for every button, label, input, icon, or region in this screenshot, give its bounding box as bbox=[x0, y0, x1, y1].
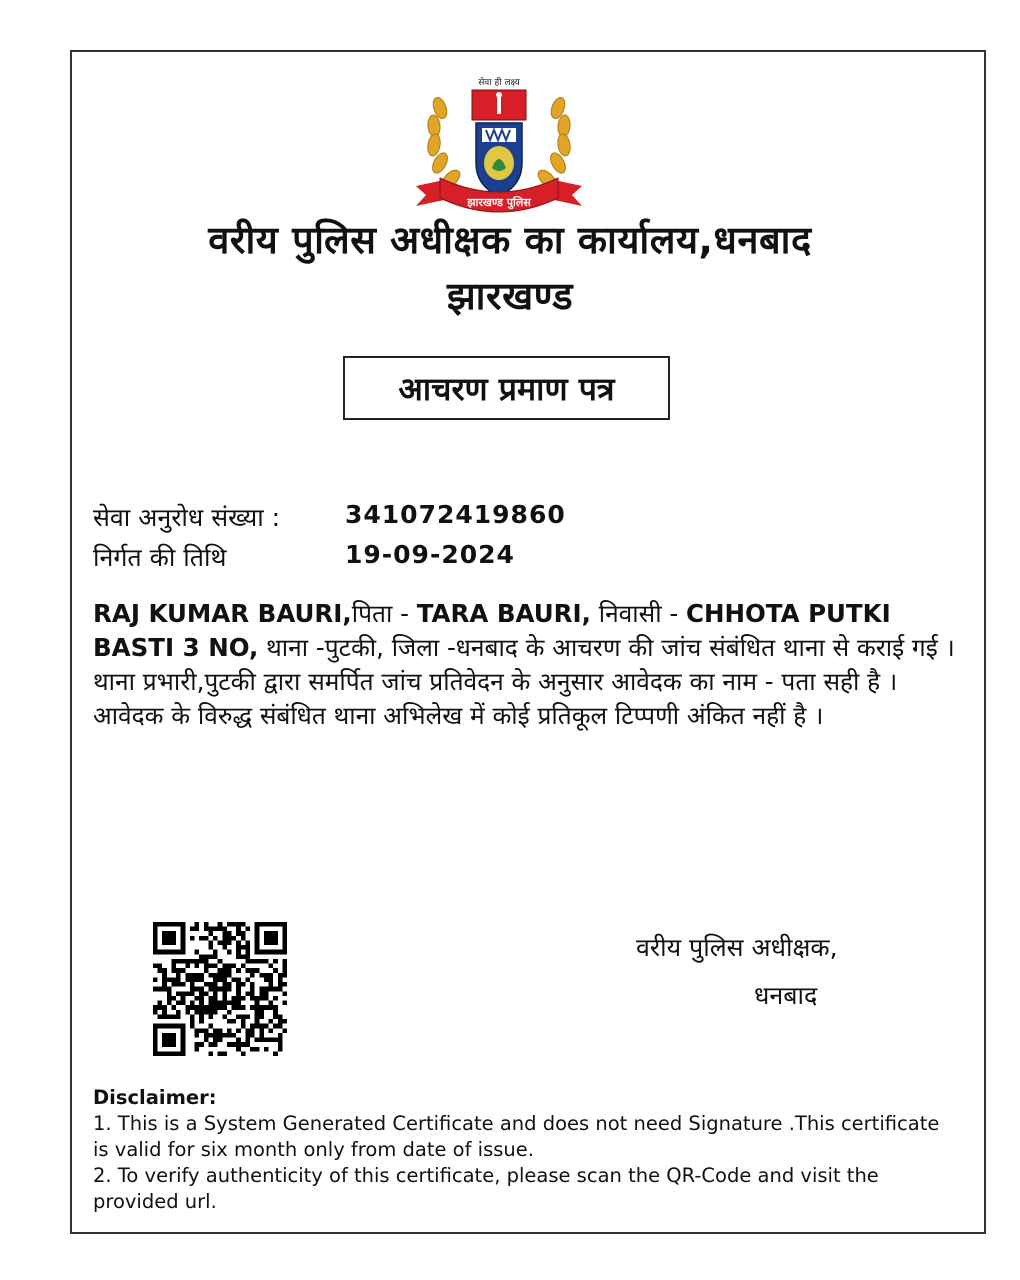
signature-designation: वरीय पुलिस अधीक्षक, bbox=[636, 933, 838, 962]
certificate-body-text: थाना -पुटकी, जिला -धनबाद के आचरण की जांच संबंधित थाना से कराई गई । थाना प्रभारी,पुटकी द्वारा समर्पित जांच प्रतिवेदन के अनुसार आवेदक का नाम - पता सही है । आवेदक के विरुद्ध संबंधित थाना अभिलेख में कोई प्रतिकूल टिप्पणी अंकित नहीं है । bbox=[93, 633, 955, 730]
office-title-line1: वरीय पुलिस अधीक्षक का कार्यालय,धनबाद bbox=[208, 218, 812, 262]
applicant-name: RAJ KUMAR BAURI, bbox=[93, 599, 352, 628]
jharkhand-police-emblem bbox=[404, 68, 594, 228]
father-label: पिता - bbox=[351, 599, 417, 628]
office-title bbox=[0, 212, 1020, 324]
issue-date-label: निर्गत की तिथि bbox=[93, 543, 227, 572]
request-number-value: 341072419860 bbox=[345, 500, 566, 529]
address: CHHOTA PUTKI BASTI 3 NO, bbox=[93, 599, 891, 662]
request-number-label: सेवा अनुरोध संख्या : bbox=[93, 503, 281, 532]
disclaimer bbox=[93, 1085, 953, 1215]
disclaimer-heading: Disclaimer: bbox=[93, 1086, 217, 1109]
resident-label: निवासी - bbox=[590, 599, 686, 628]
disclaimer-item-1: 1. This is a System Generated Certificate and does not need Signature .This certificate is valid for six month only from date of issue. bbox=[93, 1112, 940, 1161]
disclaimer-item-2: 2. To verify authenticity of this certificate, please scan the QR-Code and visit the provided url. bbox=[93, 1164, 879, 1213]
verification-qr-code[interactable] bbox=[152, 922, 288, 1056]
certificate-body bbox=[93, 597, 973, 733]
office-title-line2: झारखण्ड bbox=[446, 274, 574, 318]
emblem-motto: सेवा ही लक्ष्य bbox=[478, 78, 520, 88]
signature-location: धनबाद bbox=[754, 981, 818, 1010]
emblem-ribbon-text: झारखण्ड पुलिस bbox=[467, 196, 531, 209]
certificate-title: आचरण प्रमाण पत्र bbox=[343, 356, 670, 420]
issue-date-row bbox=[93, 540, 515, 574]
request-number-row bbox=[93, 500, 566, 534]
father-name: TARA BAURI, bbox=[416, 599, 591, 628]
issue-date-value: 19-09-2024 bbox=[345, 540, 515, 569]
signature-block bbox=[636, 924, 838, 1020]
